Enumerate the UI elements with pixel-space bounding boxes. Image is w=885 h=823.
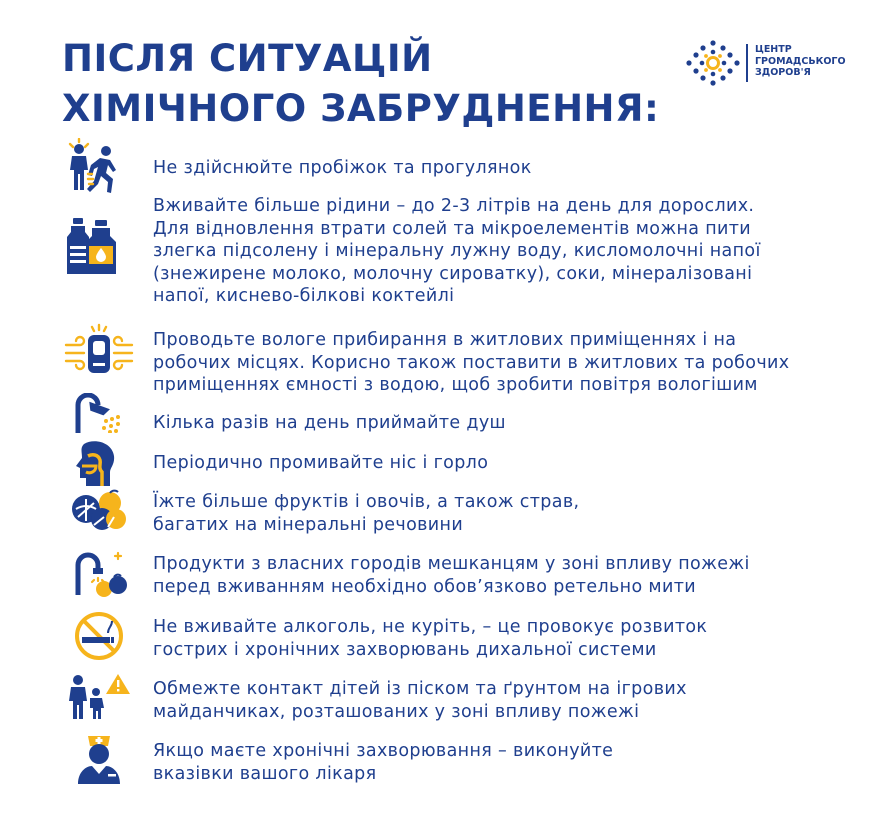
item-line: вказівки вашого лікаря: [153, 763, 377, 784]
item-text: [153, 157, 868, 180]
children-warning-icon: [64, 672, 134, 728]
item-line: Обмежте контакт дітей із піском та ґрунтом на ігрових: [153, 679, 687, 699]
item-line: робочих місцях. Корисно також поставити в житлових та робочих: [153, 352, 790, 373]
logo-line-3: ЗДОРОВ'Я: [755, 67, 811, 78]
item-text: [153, 329, 868, 397]
item-line: Для відновлення втрати солей та мікроелементів можна пити: [153, 218, 752, 239]
item-text: [153, 452, 868, 475]
logo-line-2: ГРОМАДСЬКОГО: [755, 55, 846, 67]
item-line: Їжте більше фруктів і овочів, а також страв,: [153, 492, 580, 512]
title-line-1: ПІСЛЯ СИТУАЦІЙ: [62, 37, 433, 80]
item-text: [153, 678, 868, 723]
item-line: майданчиках, розташованих у зоні впливу пожежі: [153, 701, 640, 722]
item-line: (знежирене молоко, молочну сироватку), соки, мінералізовані: [153, 263, 753, 284]
item-line: Проводьте вологе прибирання в житлових приміщеннях і на: [153, 330, 737, 350]
no-jogging-icon: [64, 138, 134, 194]
fruits-vegetables-icon: [64, 489, 134, 545]
doctor-icon: [64, 730, 134, 786]
item-line: Якщо маєте хронічні захворювання – виконуйте: [153, 741, 614, 761]
logo-line-1: ЦЕНТР: [755, 44, 792, 55]
title-line-2: ХІМІЧНОГО ЗАБРУДНЕННЯ:: [62, 87, 660, 130]
item-text: [153, 491, 868, 536]
item-line: Вживайте більше рідини – до 2-3 літрів на день для дорослих.: [153, 196, 755, 216]
item-text: [153, 616, 868, 661]
water-bottles-icon: [64, 218, 134, 274]
item-line: перед вживанням необхідно обов’язково ретельно мити: [153, 576, 696, 597]
washing-produce-icon: [64, 547, 134, 603]
nose-throat-icon: [64, 440, 134, 496]
no-smoking-icon: [64, 611, 134, 667]
item-text: [153, 195, 868, 308]
item-text: [153, 412, 868, 435]
item-line: Не вживайте алкоголь, не куріть, – це провокує розвиток: [153, 617, 708, 637]
page-title: [62, 34, 659, 134]
center-public-health-logo: [685, 38, 845, 88]
item-line: Не здійснюйте пробіжок та прогулянок: [153, 158, 532, 178]
item-line: багатих на мінеральні речовини: [153, 514, 464, 535]
item-line: злегка підсолену і мінеральну лужну воду, кисломолочні напої: [153, 241, 761, 261]
item-line: гострих і хронічних захворювань дихальної системи: [153, 639, 657, 660]
item-line: Кілька разів на день приймайте душ: [153, 413, 506, 433]
item-line: напої, киснево-білкові коктейлі: [153, 286, 455, 306]
logo-text: [755, 44, 846, 79]
item-line: приміщеннях ємності з водою, щоб зробити повітря вологішим: [153, 375, 758, 395]
logo-divider: [746, 44, 748, 82]
item-line: Періодично промивайте ніс і горло: [153, 453, 489, 473]
logo-mark-icon: [685, 38, 741, 88]
item-text: [153, 553, 868, 598]
item-line: Продукти з власних городів мешканцям у зоні впливу пожежі: [153, 554, 750, 574]
humidifier-icon: [64, 323, 134, 379]
item-text: [153, 740, 868, 785]
